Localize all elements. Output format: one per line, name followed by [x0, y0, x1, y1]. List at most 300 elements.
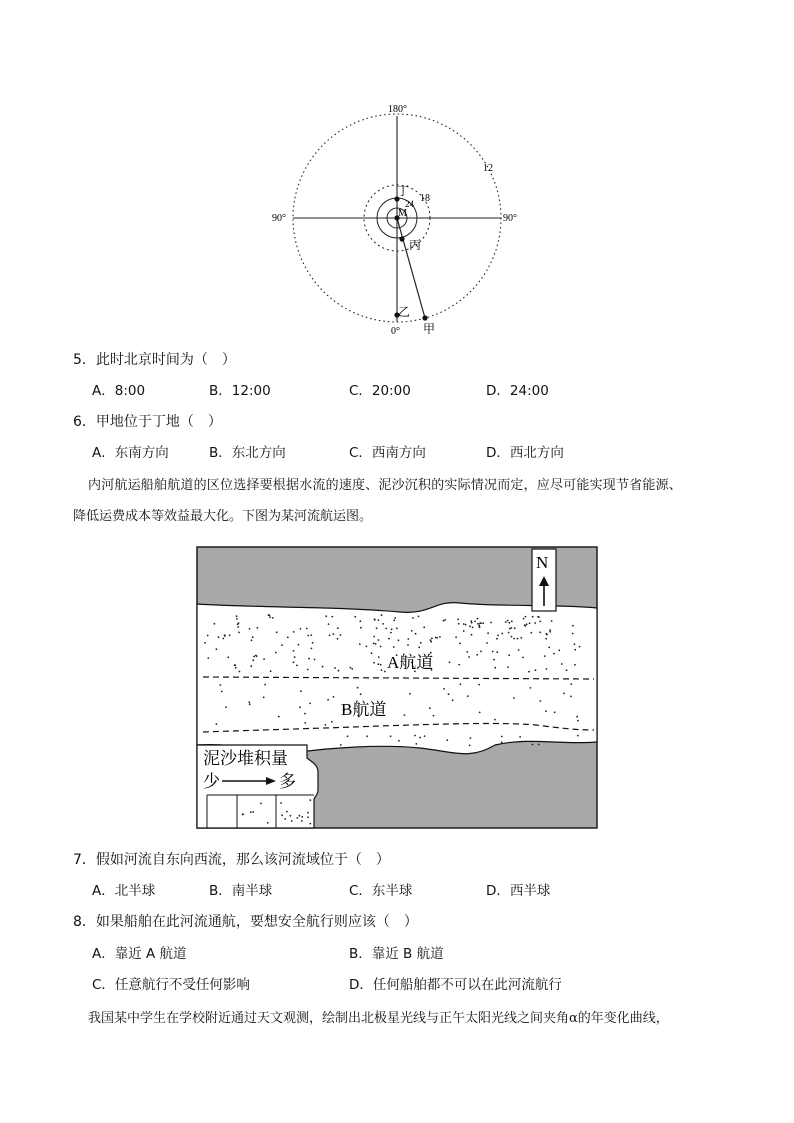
sediment-dot — [471, 634, 473, 636]
sediment-dot — [207, 657, 209, 659]
sediment-dot — [331, 616, 333, 618]
sediment-dot — [307, 812, 309, 814]
q5-option-a: A．8:00 — [92, 383, 146, 399]
sediment-dot — [398, 639, 400, 641]
sediment-dot — [494, 719, 496, 721]
sediment-dot — [385, 628, 387, 630]
sediment-dot — [471, 622, 473, 624]
q5-option-c: C．20:00 — [349, 383, 411, 399]
sediment-dot — [508, 632, 510, 634]
sediment-dot — [509, 628, 511, 630]
sediment-dot — [415, 743, 417, 745]
sediment-dot — [511, 636, 513, 638]
sediment-dot — [219, 684, 221, 686]
sediment-dot — [561, 663, 563, 665]
sediment-dot — [458, 664, 460, 666]
sediment-dot — [419, 737, 421, 739]
sediment-dot — [250, 665, 252, 667]
sediment-dot — [538, 616, 540, 618]
channel-b-label: B航道 — [341, 700, 387, 719]
sediment-dot — [281, 644, 283, 646]
sediment-dot — [525, 625, 527, 627]
q5-stem: 5．此时北京时间为（ ） — [73, 352, 236, 368]
sediment-dot — [463, 623, 465, 625]
sediment-dot — [472, 627, 474, 629]
sediment-dot — [523, 618, 525, 620]
sediment-dot — [431, 638, 433, 640]
sediment-dot — [299, 706, 301, 708]
sediment-dot — [216, 723, 218, 725]
sediment-dot — [469, 625, 471, 627]
sediment-dot — [534, 622, 536, 624]
sediment-dot — [548, 647, 550, 649]
label-jia: 甲 — [423, 322, 436, 336]
sediment-dot — [378, 639, 380, 641]
q7-stem: 7．假如河流自东向西流，那么该河流域位于（ ） — [73, 852, 390, 868]
sediment-dot — [359, 643, 361, 645]
sediment-dot — [435, 637, 437, 639]
sediment-dot — [248, 701, 250, 703]
q8-stem: 8．如果船舶在此河流通航，要想安全航行则应该（ ） — [73, 914, 418, 930]
sediment-dot — [357, 687, 359, 689]
sediment-dot — [310, 634, 312, 636]
sediment-dot — [275, 652, 277, 654]
sediment-dot — [409, 693, 411, 695]
sediment-dot — [505, 621, 507, 623]
sediment-dot — [398, 740, 400, 742]
sediment-dot — [492, 651, 494, 653]
sediment-dot — [563, 693, 565, 695]
sediment-dot — [570, 683, 572, 685]
sediment-dot — [381, 669, 383, 671]
q6-option-c: C．西南方向 — [349, 445, 426, 461]
sediment-dot — [359, 620, 361, 622]
sediment-dot — [470, 620, 472, 622]
sediment-dot — [418, 616, 420, 618]
sediment-dot — [411, 630, 413, 632]
sediment-dot — [238, 632, 240, 634]
q7-option-d: D．西半球 — [486, 883, 551, 899]
sediment-dot — [554, 711, 556, 713]
sediment-dot — [514, 627, 516, 629]
sediment-dot — [429, 707, 431, 709]
sediment-dot — [281, 814, 283, 816]
sediment-dot — [371, 652, 373, 654]
sediment-dot — [333, 633, 335, 635]
sediment-dot — [470, 737, 472, 739]
sediment-dot — [525, 616, 527, 618]
sediment-dot — [381, 614, 383, 616]
line-to-jia — [397, 218, 425, 318]
sediment-dot — [448, 693, 450, 695]
label-12: 12 — [483, 163, 493, 174]
sediment-dot — [257, 627, 259, 629]
sediment-dot — [476, 654, 478, 656]
sediment-dot — [307, 816, 309, 818]
sediment-dot — [496, 638, 498, 640]
label-yi: 乙 — [398, 305, 411, 319]
sediment-dot — [377, 663, 379, 665]
sediment-dot — [566, 669, 568, 671]
sediment-dot — [366, 646, 368, 648]
sediment-dot — [486, 642, 488, 644]
intro-star-line1: 我国某中学生在学校附近通过天文观测，绘制出北极星光线与正午太阳光线之间夹角α的年变化曲线， — [88, 1011, 669, 1026]
sediment-dot — [314, 659, 316, 661]
sediment-dot — [539, 700, 541, 702]
sediment-dot — [237, 626, 239, 628]
sediment-dot — [572, 625, 574, 627]
sediment-dot — [535, 669, 537, 671]
sediment-dot — [518, 649, 520, 651]
sediment-dot — [452, 699, 454, 701]
sediment-dot — [286, 811, 288, 813]
sediment-dot — [469, 745, 471, 747]
q7-option-c: C．东半球 — [349, 883, 413, 899]
sediment-dot — [312, 642, 314, 644]
sediment-dot — [455, 636, 457, 638]
label-0: 0° — [391, 326, 400, 337]
sediment-dot — [360, 693, 362, 695]
sediment-dot — [390, 735, 392, 737]
sediment-dot — [239, 671, 241, 673]
sediment-dot — [480, 651, 482, 653]
sediment-dot — [304, 713, 306, 715]
sediment-dot — [494, 667, 496, 669]
sediment-dot — [407, 638, 409, 640]
sediment-dot — [291, 820, 293, 822]
sediment-dot — [477, 618, 479, 620]
sediment-dot — [579, 646, 581, 648]
sediment-dot — [293, 650, 295, 652]
polar-diagram — [270, 95, 530, 340]
q6-option-d: D．西北方向 — [486, 445, 564, 461]
sediment-dot — [229, 634, 231, 636]
sediment-dot — [407, 644, 409, 646]
sediment-dot — [269, 616, 271, 618]
sediment-dot — [234, 664, 236, 666]
sediment-dot — [418, 646, 420, 648]
sediment-dot — [549, 629, 551, 631]
sediment-dot — [204, 642, 206, 644]
q8-option-a: A．靠近 A 航道 — [92, 946, 187, 962]
sediment-dot — [221, 691, 223, 693]
sediment-dot — [252, 636, 254, 638]
sediment-dot — [333, 696, 335, 698]
sediment-dot — [375, 643, 377, 645]
sediment-dot — [307, 635, 309, 637]
sediment-dot — [293, 631, 295, 633]
q8-option-b: B．靠近 B 航道 — [349, 946, 444, 962]
sediment-dot — [538, 744, 540, 746]
sediment-dot — [526, 623, 528, 625]
sediment-dot — [325, 724, 327, 726]
legend-more: 多 — [279, 772, 296, 791]
sediment-dot — [509, 622, 511, 624]
sediment-dot — [304, 722, 306, 724]
sediment-dot — [278, 716, 280, 718]
sediment-dot — [530, 687, 532, 689]
sediment-dot — [532, 744, 534, 746]
sediment-dot — [404, 714, 406, 716]
sediment-dot — [390, 632, 392, 634]
sediment-dot — [322, 666, 324, 668]
sediment-dot — [374, 619, 376, 621]
sediment-dot — [276, 631, 278, 633]
sediment-dot — [388, 638, 390, 640]
sediment-dot — [482, 622, 484, 624]
sediment-dot — [423, 626, 425, 628]
sediment-dot — [296, 665, 298, 667]
sediment-dot — [539, 631, 541, 633]
sediment-dot — [242, 814, 244, 816]
sediment-dot — [529, 622, 531, 624]
sediment-dot — [528, 671, 530, 673]
sediment-dot — [376, 627, 378, 629]
sediment-dot — [463, 630, 465, 632]
sediment-dot — [269, 614, 271, 616]
sediment-dot — [222, 638, 224, 640]
sediment-dot — [264, 684, 266, 686]
sediment-dot — [478, 625, 480, 627]
sediment-dot — [227, 656, 229, 658]
sediment-dot — [334, 667, 336, 669]
label-24: 24 — [405, 199, 414, 209]
sediment-dot — [309, 823, 311, 825]
sediment-dot — [430, 639, 432, 641]
sediment-dot — [449, 661, 451, 663]
sediment-dot — [466, 651, 468, 653]
sediment-dot — [331, 721, 333, 723]
sediment-dot — [544, 655, 546, 657]
sediment-dot — [546, 668, 548, 670]
sediment-dot — [553, 653, 555, 655]
sediment-dot — [327, 699, 329, 701]
sediment-dot — [263, 696, 265, 698]
sediment-dot — [300, 628, 302, 630]
sediment-dot — [290, 815, 292, 817]
q5-option-b: B．12:00 — [209, 383, 271, 399]
sediment-dot — [520, 637, 522, 639]
sediment-dot — [530, 632, 532, 634]
label-18: 18 — [420, 193, 430, 204]
sediment-dot — [511, 620, 513, 622]
sediment-dot — [338, 670, 340, 672]
intro-river-line1: 内河航运船舶航道的区位选择要根据水流的速度、泥沙沉积的实际情况而定，应尽可能实现节省能源、 — [88, 478, 683, 493]
q6-option-a: A．东南方向 — [92, 445, 169, 461]
sediment-dot — [393, 619, 395, 621]
sediment-dot — [570, 696, 572, 698]
sediment-dot — [430, 641, 432, 643]
sediment-dot — [260, 803, 262, 805]
label-m: M — [398, 208, 407, 219]
sediment-dot — [218, 636, 220, 638]
sediment-dot — [306, 628, 308, 630]
sediment-dot — [522, 657, 524, 659]
sediment-dot — [235, 667, 237, 669]
sediment-dot — [378, 656, 380, 658]
q8-option-c: C．任意航行不受任何影响 — [92, 977, 250, 993]
sediment-dot — [532, 616, 534, 618]
sediment-dot — [513, 697, 515, 699]
legend-less: 少 — [203, 772, 220, 791]
sediment-dot — [337, 627, 339, 629]
sediment-dot — [284, 818, 286, 820]
intro-river-line2: 降低运费成本等效益最大化。下图为某河流航运图。 — [73, 509, 373, 524]
sediment-dot — [467, 695, 469, 697]
sediment-dot — [496, 651, 498, 653]
sediment-dot — [574, 643, 576, 645]
sediment-dot — [468, 656, 470, 658]
sediment-dot — [252, 659, 254, 661]
sediment-dot — [250, 811, 252, 813]
sediment-dot — [443, 688, 445, 690]
point-jia-dot — [422, 315, 427, 320]
sediment-dot — [354, 616, 356, 618]
sediment-dot — [558, 649, 560, 651]
sediment-dot — [263, 658, 265, 660]
sediment-dot — [328, 623, 330, 625]
sediment-dot — [382, 623, 384, 625]
sediment-dot — [384, 671, 386, 673]
sediment-dot — [267, 822, 269, 824]
sediment-dot — [236, 618, 238, 620]
sediment-dot — [412, 617, 414, 619]
sediment-dot — [493, 659, 495, 661]
sediment-dot — [393, 646, 395, 648]
sediment-dot — [513, 638, 515, 640]
sediment-dot — [307, 669, 309, 671]
sediment-dot — [545, 710, 547, 712]
sediment-dot — [270, 670, 272, 672]
label-90-left: 90° — [272, 213, 286, 224]
sediment-dot — [249, 703, 251, 705]
sediment-dot — [378, 619, 380, 621]
sediment-dot — [444, 619, 446, 621]
sediment-dot — [253, 656, 255, 658]
sediment-dot — [519, 736, 521, 738]
sediment-dot — [297, 817, 299, 819]
sediment-dot — [224, 634, 226, 636]
sediment-dot — [465, 624, 467, 626]
q6-stem: 6．甲地位于丁地（ ） — [73, 414, 222, 430]
sediment-dot — [517, 638, 519, 640]
sediment-dot — [308, 658, 310, 660]
sediment-dot — [479, 712, 481, 714]
label-ding: 丁 — [397, 184, 410, 198]
q7-option-a: A．北半球 — [92, 883, 156, 899]
sediment-dot — [433, 715, 435, 717]
sediment-dot — [474, 621, 476, 623]
sediment-dot — [300, 690, 302, 692]
sediment-dot — [487, 632, 489, 634]
sediment-dot — [460, 683, 462, 685]
sediment-dot — [309, 799, 311, 801]
sediment-dot — [574, 664, 576, 666]
sediment-dot — [380, 646, 382, 648]
sediment-dot — [497, 635, 499, 637]
q8-option-d: D．任何船舶都不可以在此河流航行 — [349, 977, 562, 993]
sediment-dot — [311, 648, 313, 650]
sediment-dot — [507, 620, 509, 622]
sediment-dot — [459, 643, 461, 645]
q6-option-b: B．东北方向 — [209, 445, 286, 461]
sediment-dot — [439, 636, 441, 638]
sediment-dot — [501, 741, 503, 743]
sediment-dot — [414, 735, 416, 737]
channel-a-label: A航道 — [387, 653, 434, 672]
sediment-dot — [501, 736, 503, 738]
sediment-dot — [373, 662, 375, 664]
sediment-dot — [478, 684, 480, 686]
sediment-dot — [272, 617, 274, 619]
sediment-dot — [549, 631, 551, 633]
sediment-dot — [251, 639, 253, 641]
sediment-dot — [299, 815, 301, 817]
sediment-dot — [479, 622, 481, 624]
sediment-dot — [298, 644, 300, 646]
river-map — [196, 546, 598, 829]
sediment-dot — [207, 635, 209, 637]
sediment-dot — [415, 633, 417, 635]
sediment-dot — [293, 661, 295, 663]
sediment-dot — [216, 648, 218, 650]
legend-title: 泥沙堆积量 — [203, 749, 288, 768]
label-bing: 丙 — [409, 238, 422, 252]
sediment-dot — [238, 622, 240, 624]
sediment-dot — [337, 638, 339, 640]
sediment-dot — [347, 735, 349, 737]
sediment-dot — [287, 637, 289, 639]
sediment-dot — [574, 649, 576, 651]
sediment-dot — [301, 816, 303, 818]
q7-option-b: B．南半球 — [209, 883, 273, 899]
sediment-dot — [373, 636, 375, 638]
q5-option-d: D．24:00 — [486, 383, 549, 399]
point-bing-dot — [399, 236, 404, 241]
sediment-dot — [309, 703, 311, 705]
sediment-dot — [458, 623, 460, 625]
sediment-dot — [294, 656, 296, 658]
sediment-dot — [424, 735, 426, 737]
sediment-dot — [546, 633, 548, 635]
label-90-right: 90° — [503, 213, 517, 224]
sediment-dot — [301, 820, 303, 822]
sediment-dot — [490, 622, 492, 624]
sediment-dot — [214, 623, 216, 625]
sediment-dot — [577, 720, 579, 722]
sediment-dot — [380, 664, 382, 666]
sediment-dot — [577, 735, 579, 737]
label-180: 180° — [388, 104, 407, 115]
sediment-dot — [551, 620, 553, 622]
sediment-dot — [340, 634, 342, 636]
sediment-dot — [545, 638, 547, 640]
sediment-dot — [576, 716, 578, 718]
sediment-dot — [373, 642, 375, 644]
sediment-dot — [572, 633, 574, 635]
sediment-dot — [457, 619, 459, 621]
sediment-dot — [340, 744, 342, 746]
sediment-dot — [351, 668, 353, 670]
sediment-dot — [446, 739, 448, 741]
sediment-dot — [255, 655, 257, 657]
sediment-dot — [507, 666, 509, 668]
sediment-dot — [477, 623, 479, 625]
sediment-dot — [525, 724, 527, 726]
sediment-dot — [420, 642, 422, 644]
sediment-dot — [350, 667, 352, 669]
sediment-dot — [325, 615, 327, 617]
